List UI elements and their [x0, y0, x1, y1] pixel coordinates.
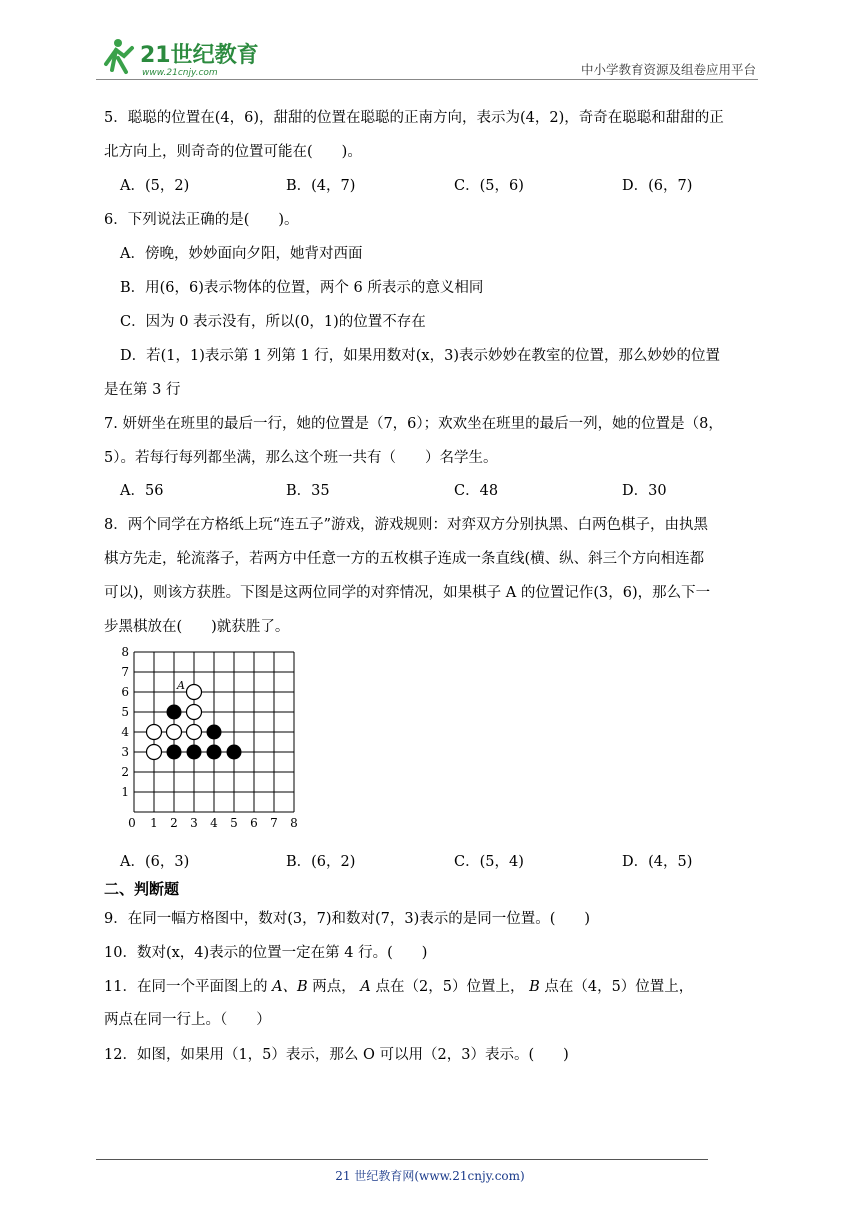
q8-line3: 可以)，则该方获胜。下图是这两位同学的对弈情况，如果棋子 A 的位置记作(3，6)，那么下一 [104, 585, 711, 601]
q8-gomoku-grid-figure [118, 646, 308, 832]
black-stone [167, 705, 182, 720]
q6-option-a: A．傍晚，妙妙面向夕阳，她背对西面 [120, 246, 363, 262]
q7-option-d: D．30 [622, 483, 667, 499]
q5-option-b: B．(4，7) [286, 178, 356, 194]
x-tick-label: 6 [250, 816, 258, 830]
q12-text: 12．如图，如果用（1，5）表示，那么 O 可以用（2，3）表示。( ) [104, 1047, 569, 1063]
q11-part2: 两点， [307, 979, 361, 995]
runner-icon [106, 39, 132, 72]
x-tick-label: 4 [210, 816, 218, 830]
q11-part1: 11．在同一个平面图上的 [104, 979, 273, 995]
x-tick-label: 5 [230, 816, 238, 830]
header-divider [96, 79, 758, 80]
white-stone [147, 725, 162, 740]
q7-option-b: B．35 [286, 483, 330, 499]
q5-line1: 5．聪聪的位置在(4，6)，甜甜的位置在聪聪的正南方向，表示为(4，2)，奇奇在聪聪和甜甜的正 [104, 110, 724, 126]
y-tick-label: 6 [121, 685, 129, 699]
black-stone [207, 725, 222, 740]
section-title-judgement: 二、判断题 [104, 880, 180, 898]
white-stone [167, 725, 182, 740]
y-tick-label: 7 [121, 665, 129, 679]
q6-stem: 6．下列说法正确的是( )。 [104, 212, 299, 228]
header-platform-text: 中小学教育资源及组卷应用平台 [580, 62, 756, 77]
q11-b: B [529, 979, 540, 995]
white-stone [187, 705, 202, 720]
x-tick-label: 0 [128, 816, 136, 830]
x-tick-label: 7 [270, 816, 278, 830]
y-tick-label: 1 [121, 785, 129, 799]
x-tick-label: 1 [150, 816, 158, 830]
footer-text: 21 世纪教育网(www.21cnjy.com) [335, 1169, 525, 1183]
q6-option-d-line1: D．若(1，1)表示第 1 列第 1 行，如果用数对(x，3)表示妙妙在教室的位置，那么妙妙的位置 [120, 348, 720, 364]
q9-text: 9．在同一幅方格图中，数对(3，7)和数对(7，3)表示的是同一位置。( ) [104, 911, 591, 927]
q6-option-d-line2: 是在第 3 行 [104, 382, 181, 398]
x-tick-label: 8 [290, 816, 298, 830]
q11-line2: 两点在同一行上。（ ） [104, 1012, 271, 1028]
q11-part3: 点在（2，5）位置上， [370, 979, 530, 995]
q5-option-c: C．(5，6) [454, 178, 524, 194]
q6-option-b: B．用(6，6)表示物体的位置，两个 6 所表示的意义相同 [120, 280, 484, 296]
logo-text: 21世纪教育 [140, 43, 259, 68]
gomoku-grid-svg [118, 646, 308, 832]
q10-text: 10．数对(x，4)表示的位置一定在第 4 行。( ) [104, 945, 428, 961]
q8-option-b: B．(6，2) [286, 854, 356, 870]
x-tick-label: 3 [190, 816, 198, 830]
q11-part4: 点在（4，5）位置上， [539, 979, 694, 995]
q5-line2: 北方向上，则奇奇的位置可能在( )。 [104, 144, 362, 160]
q8-option-a: A．(6，3) [120, 854, 190, 870]
y-tick-label: 3 [121, 745, 129, 759]
q8-line2: 棋方先走，轮流落子，若两方中任意一方的五枚棋子连成一条直线(横、纵、斜三个方向相连都 [104, 551, 705, 567]
site-logo [96, 34, 266, 80]
black-stone [187, 745, 202, 760]
white-stone [187, 685, 202, 700]
q8-line4: 步黑棋放在( )就获胜了。 [104, 619, 290, 635]
white-stone [147, 745, 162, 760]
q5-option-a: A．(5，2) [120, 178, 190, 194]
y-tick-label: 8 [121, 646, 129, 659]
y-tick-label: 5 [121, 705, 129, 719]
footer-divider [96, 1159, 708, 1160]
y-tick-label: 4 [121, 725, 129, 739]
q11-a: A [360, 979, 371, 995]
y-tick-label: 2 [121, 765, 129, 779]
black-stone [167, 745, 182, 760]
q5-option-d: D．(6，7) [622, 178, 693, 194]
q8-option-d: D．(4，5) [622, 854, 693, 870]
q7-line2: 5）。若每行每列都坐满，那么这个班一共有（ ）名学生。 [104, 450, 498, 466]
black-stone [227, 745, 242, 760]
q6-option-c: C．因为 0 表示没有，所以(0，1)的位置不存在 [120, 314, 426, 330]
q7-option-a: A．56 [120, 483, 164, 499]
black-stone [207, 745, 222, 760]
x-tick-label: 2 [170, 816, 178, 830]
q8-option-c: C．(5，4) [454, 854, 524, 870]
white-stone [187, 725, 202, 740]
q7-line1: 7. 妍妍坐在班里的最后一行，她的位置是（7，6）；欢欢坐在班里的最后一列，她的位置是（8， [104, 416, 723, 432]
stone-a-label: A [177, 679, 185, 692]
logo-url: www.21cnjy.com [142, 68, 218, 78]
q7-option-c: C．48 [454, 483, 499, 499]
q11-line1 [104, 975, 693, 996]
q11-ab: A、B [272, 979, 308, 995]
q8-line1: 8．两个同学在方格纸上玩“连五子”游戏，游戏规则：对弈双方分别执黑、白两色棋子，由执黑 [104, 517, 709, 533]
